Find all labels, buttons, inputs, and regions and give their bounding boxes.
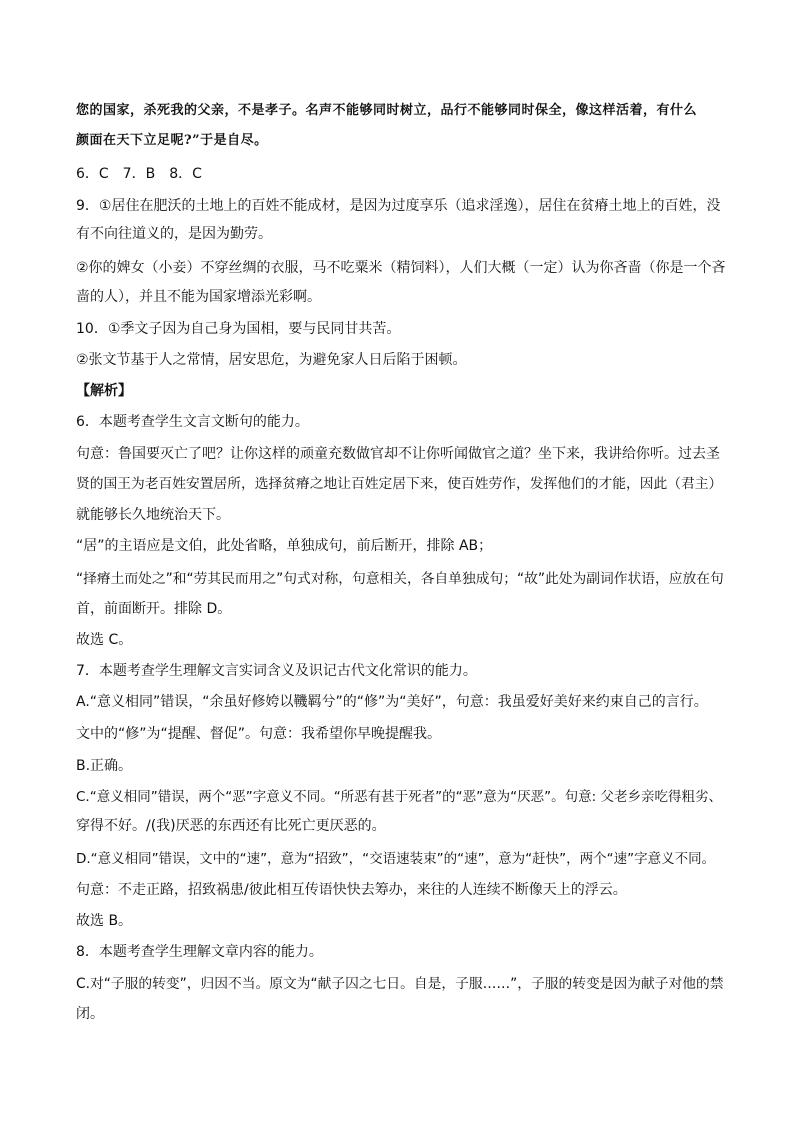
analysis-line: 首，前面断开。排除 D。 <box>76 601 232 617</box>
section-heading: 【解析】 <box>76 383 132 399</box>
analysis-line: “居”的主语应是文伯，此处省略，单独成句，前后断开，排除 AB； <box>76 538 493 554</box>
analysis-line: C.对“子服的转变”，归因不当。原文为“献子囚之七日。自是，子服……”，子服的转变是因为献子对他的禁 <box>76 976 724 992</box>
answer-line: ②张文节基于人之常情，居安思危，为避免家人日后陷于困顿。 <box>76 352 467 368</box>
analysis-line: 闭。 <box>76 1006 104 1022</box>
analysis-line: 贤的国王为老百姓安置居所，选择贫瘠之地让百姓定居下来，使百姓劳作，发挥他们的才能，因此（君主） <box>76 476 723 492</box>
analysis-line: “择瘠土而处之”和“劳其民而用之”句式对称，句意相关，各自单独成句；“故”此处为副词作状语，应放在句 <box>76 571 724 587</box>
answer-line: 10．①季文子因为自己身为国相，要与民同甘共苦。 <box>76 321 401 337</box>
analysis-line: 句意：不走正路，招致祸患/彼此相互传语快快去筹办，来往的人连续不断像天上的浮云。 <box>76 882 627 898</box>
answer-line: 9．①居住在肥沃的土地上的百姓不能成材，是因为过度享乐（追求淫逸），居住在贫瘠土地上的百姓，没 <box>76 198 721 214</box>
analysis-line: 句意：鲁国要灭亡了吧？让你这样的顽童充数做官却不让你听闻做官之道？坐下来，我讲给你听。过去圣 <box>76 446 720 462</box>
answer-line: 6．C 7．B 8．C <box>76 166 202 182</box>
answer-line: 有不向往道义的，是因为勤劳。 <box>76 226 272 242</box>
analysis-line: A.“意义相同”错误，“余虽好修姱以鞿羁兮”的“修”为“美好”，句意：我虽爱好美好来约束自己的言行。 <box>76 694 708 710</box>
analysis-line: D.“意义相同”错误，文中的“速”，意为“招致”，“交语速装束”的“速”，意为“赶快”，两个“速”字意义不同。 <box>76 851 716 867</box>
text-line: 颜面在天下立足呢?”于是自尽。 <box>76 133 268 148</box>
analysis-line: 6．本题考查学生文言文断句的能力。 <box>76 414 309 430</box>
analysis-line: 故选 C。 <box>76 632 133 648</box>
analysis-line: 就能够长久地统治天下。 <box>76 507 230 523</box>
analysis-line: 文中的“修”为“提醒、督促”。句意：我希望你早晚提醒我。 <box>76 726 442 742</box>
analysis-line: 7．本题考查学生理解文言实词含义及识记古代文化常识的能力。 <box>76 663 477 679</box>
analysis-line: 故选 B。 <box>76 913 133 929</box>
answer-line: 啬的人），并且不能为国家增添光彩啊。 <box>76 289 321 305</box>
analysis-line: 8．本题考查学生理解文章内容的能力。 <box>76 944 323 960</box>
answer-line: ②你的婢女（小妾）不穿丝绸的衣服，马不吃粟米（精饲料），人们大概（一定）认为你吝啬（你是一个吝 <box>76 260 726 276</box>
analysis-line: 穿得不好。/(我)厌恶的东西还有比死亡更厌恶的。 <box>76 818 386 834</box>
text-line: 您的国家，杀死我的父亲，不是孝子。名声不能够同时树立，品行不能够同时保全，像这样活着，有什么 <box>76 103 698 118</box>
analysis-line: C.“意义相同”错误，两个“恶”字意义不同。“所恶有甚于死者”的“恶”意为“厌恶”。句意: 父老乡亲吃得粗劣、 <box>76 789 722 805</box>
analysis-line: B.正确。 <box>76 758 133 774</box>
